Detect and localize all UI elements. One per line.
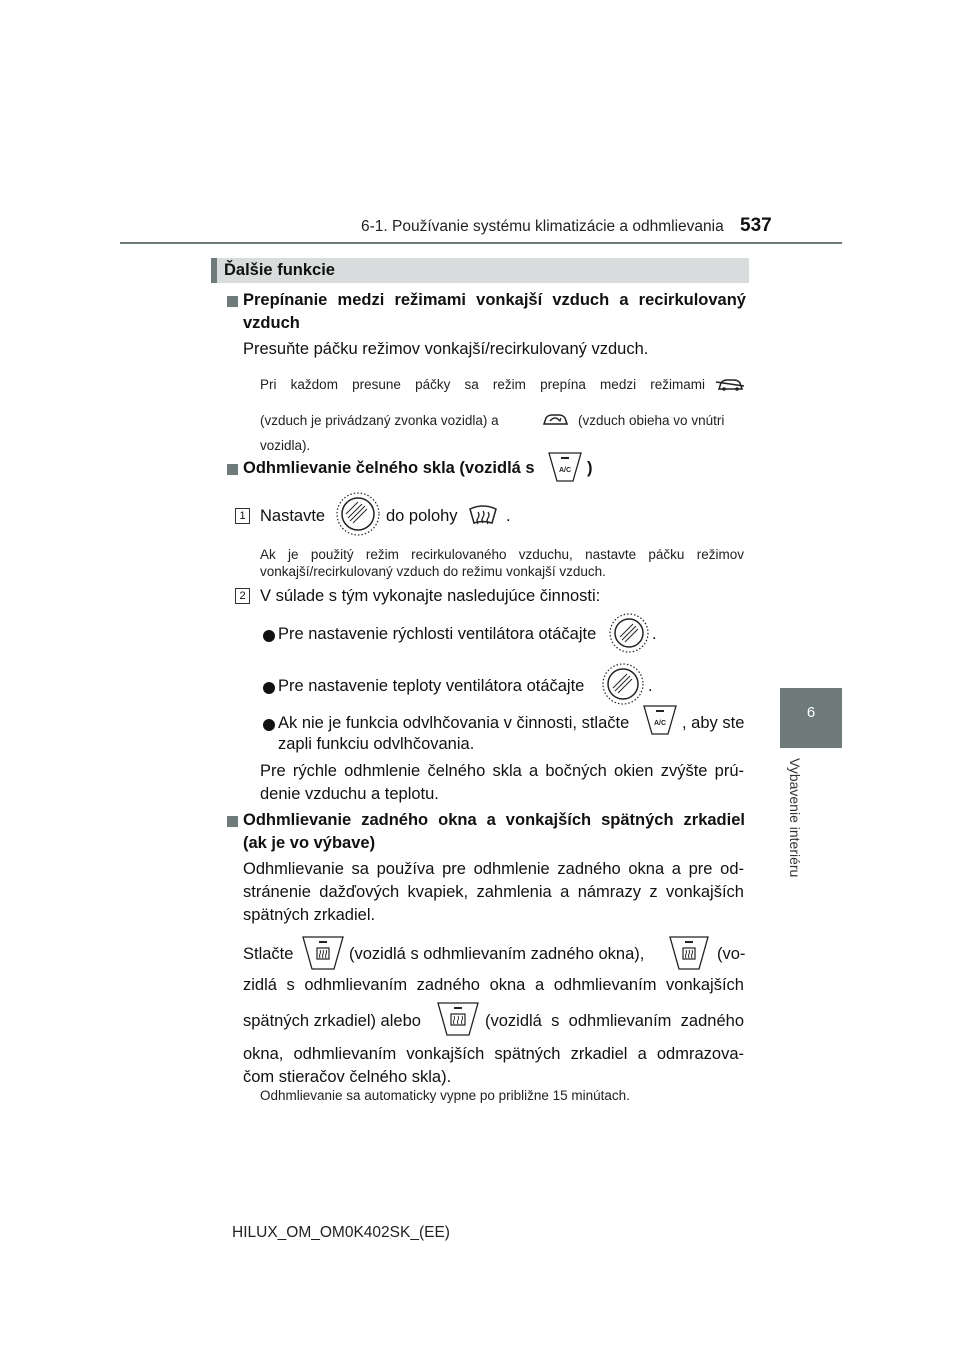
header-rule	[120, 242, 842, 244]
rear-press-line4: okna, odhmlievaním vonkajších spätných zrkadiel a odmrazova-	[243, 1045, 744, 1063]
air-mode-note-line2a: (vzduch je privádzaný zvonka vozidla) a	[260, 413, 499, 428]
air-mode-note-line3: vozidla).	[260, 438, 311, 453]
defroster-icon	[468, 503, 498, 527]
bullet-fan-speed: Pre nastavenie rýchlosti ventilátora otáčajte	[278, 625, 597, 643]
bullet-dot	[263, 630, 275, 642]
bullet-temperature-end: .	[648, 677, 653, 695]
step-number-2: 2	[235, 588, 250, 604]
rear-press-c: (vo-	[717, 945, 746, 963]
rear-body-line3: spätných zrkadiel.	[243, 906, 376, 924]
rear-wiper-deicer-button-icon	[437, 1002, 479, 1036]
heading-bullet-square	[227, 816, 238, 827]
document-code-footer: HILUX_OM_OM0K402SK_(EE)	[232, 1224, 450, 1241]
section-title: Ďalšie funkcie	[224, 261, 335, 279]
air-mode-body: Presuňte páčku režimov vonkajší/recirkulovaný vzduch.	[243, 340, 649, 358]
bullet-dehumidify-a: Ak nie je funkcia odvlhčovania v činnosti, stlačte	[278, 714, 630, 732]
air-mode-note-line2b: (vzduch obieha vo vnútri	[578, 413, 725, 428]
rear-press-line3b: (vozidlá s odhmlievaním zadného	[485, 1012, 744, 1030]
windshield-heading: Odhmlievanie čelného skla (vozidlá s	[243, 459, 535, 477]
header-section-title: 6-1. Používanie systému klimatizácie a odhmlievania	[361, 218, 724, 235]
ac-button-label: A/C	[653, 720, 667, 727]
page-number: 537	[740, 215, 772, 236]
rear-press-b: (vozidlá s odhmlievaním zadného okna),	[349, 945, 645, 963]
outside-air-icon	[716, 376, 744, 392]
bullet-dehumidify-b: , aby ste	[682, 714, 745, 732]
rear-note: Odhmlievanie sa automaticky vypne po približne 15 minútach.	[260, 1088, 630, 1103]
bullet-temperature: Pre nastavenie teploty ventilátora otáčajte	[278, 677, 585, 695]
rear-heading-line2: (ak je vo výbave)	[243, 834, 376, 852]
mode-dial-icon	[336, 492, 380, 536]
tip-line2: denie vzduchu a teplotu.	[260, 785, 439, 803]
rear-press-line3a: spätných zrkadiel) alebo	[243, 1012, 421, 1030]
air-mode-heading-line2: vzduch	[243, 314, 300, 332]
chapter-title: Vybavenie interiéru	[787, 758, 803, 878]
rear-mirror-defogger-button-icon	[669, 936, 709, 970]
rear-heading-line1: Odhmlievanie zadného okna a vonkajších spätných zrkadiel	[243, 811, 745, 829]
fan-speed-dial-icon	[609, 613, 649, 653]
rear-body-line1: Odhmlievanie sa používa pre odhmlenie zadného okna a pre od-	[243, 860, 744, 878]
ac-button-icon	[548, 452, 582, 482]
rear-press-a: Stlačte	[243, 945, 294, 963]
air-mode-note-line1: Pri každom presune páčky sa režim prepína medzi režimami	[260, 377, 705, 392]
step2-text: V súlade s tým vykonajte nasledujúce činnosti:	[260, 587, 601, 605]
step1-note-line1: Ak je použitý režim recirkulovaného vzduchu, nastavte páčku režimov	[260, 547, 744, 562]
rear-defogger-button-icon	[302, 936, 344, 970]
temperature-dial-icon	[602, 663, 644, 705]
bullet-dot	[263, 719, 275, 731]
rear-press-line2: zidlá s odhmlievaním zadného okna a odhmlievaním vonkajších	[243, 976, 744, 994]
air-mode-heading-line1: Prepínanie medzi režimami vonkajší vzduch a recirkulovaný	[243, 291, 746, 309]
step1-text-c: .	[506, 507, 511, 525]
ac-button-label: A/C	[558, 467, 572, 474]
ac-button-icon	[643, 705, 677, 735]
heading-bullet-square	[227, 464, 238, 475]
tip-line1: Pre rýchle odhmlenie čelného skla a bočných okien zvýšte prú-	[260, 762, 744, 780]
step1-text-a: Nastavte	[260, 507, 326, 525]
step-number-1: 1	[235, 508, 250, 524]
recirculated-air-icon	[541, 411, 569, 427]
bullet-dehumidify-line2: zapli funkciu odvlhčovania.	[278, 735, 475, 753]
chapter-number: 6	[806, 704, 816, 721]
heading-bullet-square	[227, 296, 238, 307]
windshield-heading-close: )	[587, 459, 593, 477]
rear-body-line2: stránenie dažďových kvapiek, zahmlenia a námrazy z vonkajších	[243, 883, 744, 901]
bullet-fan-speed-end: .	[652, 625, 657, 643]
rear-press-line5: čom stieračov čelného skla).	[243, 1068, 452, 1086]
step1-text-b: do polohy	[386, 507, 458, 525]
bullet-dot	[263, 682, 275, 694]
step1-note-line2: vonkajší/recirkulovaný vzduch do režimu vonkajší vzduch.	[260, 564, 606, 579]
